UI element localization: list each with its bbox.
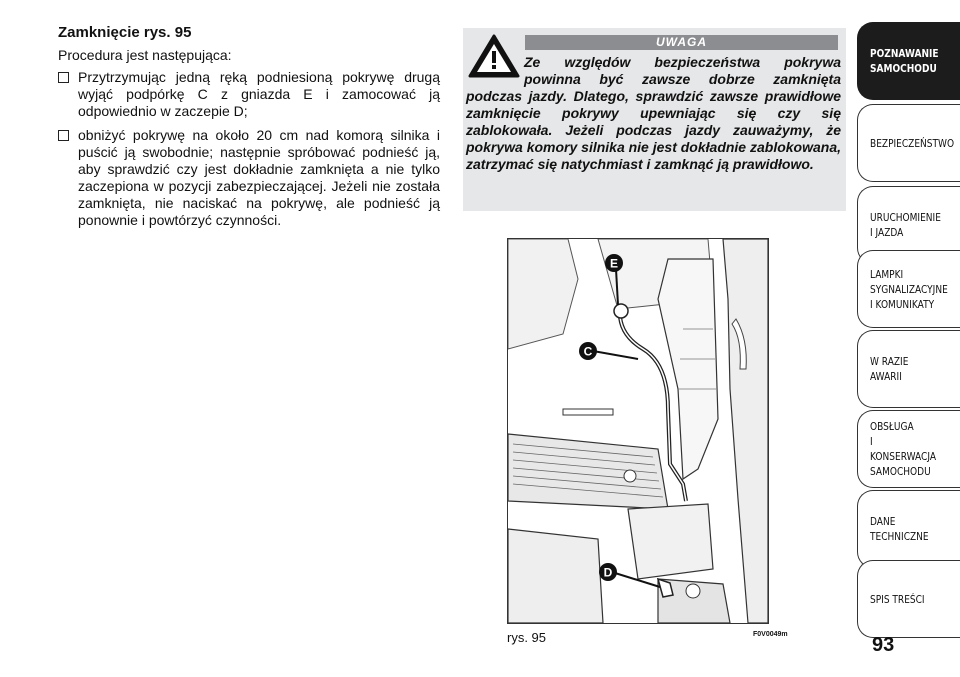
hood-support-illustration <box>508 239 768 623</box>
warning-heading: UWAGA <box>525 35 838 50</box>
nav-tab-obsluga-i-konserwacja[interactable] <box>857 410 960 488</box>
nav-tab-poznawanie-samochodu[interactable] <box>857 22 960 100</box>
nav-tab-label: SPIS TREŚCI <box>870 592 925 606</box>
warning-text: Ze względów bezpieczeństwa pokrywa powinna być zawsze dobrze zamknięta podczas jazdy. Dlatego, sprawdzić zawsze prawidłowe zamknięcie pokrywy upewniając się czy się zablokowała. Jeżeli podczas jazdy zauważymy, że pokrywa komory silnika nie jest dokładnie zablokowana, zatrzymać się natychmiast i zamknąć ją prawidłowo. <box>466 54 842 172</box>
warning-box <box>463 28 846 211</box>
callout-label-d: D <box>603 565 613 580</box>
intro-text: Procedura jest następująca: <box>58 47 232 63</box>
procedure-step <box>58 127 440 229</box>
nav-tab-bezpieczenstwo[interactable] <box>857 104 960 182</box>
figure-engine-bay <box>507 238 769 624</box>
nav-tab-label: POZNAWANIE SAMOCHODU <box>870 47 939 75</box>
procedure-step <box>58 69 440 120</box>
page-number: 93 <box>872 634 895 656</box>
nav-tab-lampki-sygnalizacyjne[interactable] <box>857 250 960 328</box>
nav-tab-dane-techniczne[interactable] <box>857 490 960 568</box>
step-text: obniżyć pokrywę na około 20 cm nad komorą silnika i puścić ją swobodnie; następnie spróbować podnieść ją, aby sprawdzić czy jest dokładnie zamknięta a nie tylko zaczepiona w pozycji zabezpieczającej. Jeżeli nie została zamknięta, nie naciskać na pokrywę, ale podnieść ją ponownie i powtórzyć czynności. <box>78 127 440 228</box>
nav-tab-label: W RAZIE AWARII <box>870 355 909 383</box>
step-text: Przytrzymując jedną ręką podniesioną pokrywę drugą wyjąć podpórkę C z gniazda E i zamocować ją odpowiednio w zaczepie D; <box>78 69 440 119</box>
figure-caption: rys. 95 <box>507 630 547 645</box>
nav-tab-label: URUCHOMIENIE I JAZDA <box>870 211 941 239</box>
warning-text-block <box>466 54 841 173</box>
nav-tab-label: OBSŁUGA I KONSERWACJA SAMOCHODU <box>870 420 937 478</box>
nav-tab-label: BEZPIECZEŃSTWO <box>870 136 955 150</box>
nav-tab-spis-tresci[interactable] <box>857 560 960 638</box>
nav-tab-w-razie-awarii[interactable] <box>857 330 960 408</box>
checkbox-bullet-icon <box>58 72 69 83</box>
figure-code: F0V0049m <box>753 631 788 638</box>
section-title: Zamknięcie rys. 95 <box>58 24 192 41</box>
callout-label-c: C <box>583 344 593 359</box>
nav-tab-label: DANE TECHNICZNE <box>870 515 929 543</box>
nav-tab-label: LAMPKI SYGNALIZACYJNE I KOMUNIKATY <box>870 267 948 311</box>
callout-label-e: E <box>609 256 619 271</box>
checkbox-bullet-icon <box>58 130 69 141</box>
procedure-section <box>58 24 440 236</box>
